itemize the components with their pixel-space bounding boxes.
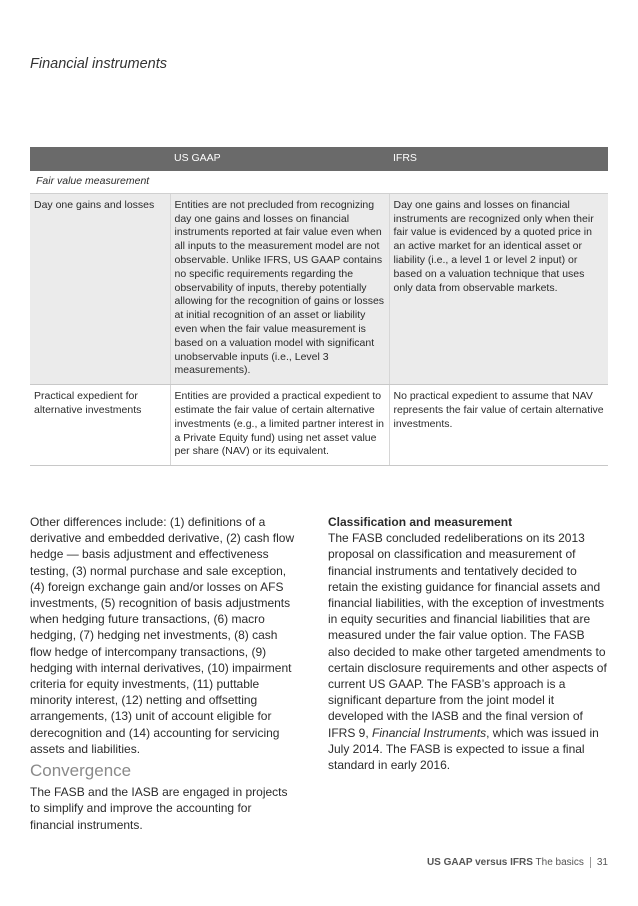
ifrs9-title: Financial Instruments	[372, 725, 487, 740]
section-title: Financial instruments	[30, 56, 167, 72]
comparison-table	[30, 147, 608, 466]
footer-divider	[590, 857, 591, 868]
row-ifrs: No practical expedient to assume that NAV represents the fair value of certain alternative investments.	[389, 385, 608, 466]
left-column	[30, 514, 296, 833]
page-footer	[427, 857, 608, 868]
row-topic: Practical expedient for alternative investments	[30, 385, 170, 466]
classification-text-1: The FASB concluded redeliberations on its 2013 proposal on classification and measurement of financial instruments and tentatively decided to retain the existing guidance for financial assets and financial liabilities, with the exception of investments in equity securities and financial liabilities that are measured under the fair value option. The FASB also decided to make other targeted amendments to certain disclosure requirements and other aspects of current US GAAP. The FASB’s approach is a significant departure from the joint model it developed with the IASB and the final version of IFRS 9,	[328, 531, 607, 740]
table-row	[30, 385, 608, 466]
header-us-gaap: US GAAP	[170, 147, 389, 171]
header-ifrs: IFRS	[389, 147, 608, 171]
row-topic: Day one gains and losses	[30, 193, 170, 384]
right-column	[328, 514, 608, 773]
row-us-gaap: Entities are not precluded from recognizing day one gains and losses on financial instruments reported at fair value even when all inputs to the measurement model are not observable. Unlike IFRS, US GAAP contains no specific requirements regarding the observability of inputs, thereby potentially allowing for the recognition of gains or losses at initial recognition of an asset or liability even when the fair value measurement is based on a valuation model with significant unobservable inputs (i.e., Level 3 measurements).	[170, 193, 389, 384]
group-label: Fair value measurement	[30, 171, 170, 193]
convergence-heading: Convergence	[30, 761, 132, 781]
page-number: 31	[596, 857, 608, 869]
footer-publication: US GAAP versus IFRS	[426, 857, 533, 869]
row-us-gaap: Entities are provided a practical expedient to estimate the fair value of certain alternative investments (e.g., a limited partner interest in a Private Equity fund) using net asset value per share (NAV) or its equivalent.	[170, 385, 389, 466]
classification-text-2: , which was issued in July 2014. The FASB is expected to issue a final standard in early 2016.	[328, 725, 599, 773]
table-row	[30, 193, 608, 384]
header-topic	[30, 147, 170, 171]
convergence-paragraph: The FASB and the IASB are engaged in projects to simplify and improve the accounting for financial instruments.	[30, 785, 288, 832]
group-row	[30, 171, 608, 193]
footer-subtitle: The basics	[532, 857, 584, 869]
classification-paragraph	[328, 530, 608, 773]
classification-heading: Classification and measurement	[328, 515, 513, 529]
table-header-row	[30, 147, 608, 171]
row-ifrs: Day one gains and losses on financial instruments are recognized only when their fair value is evidenced by a quoted price in an active market for an identical asset or liability (i.e., a level 1 or level 2 input) or based on a valuation technique that uses only data from observable markets.	[389, 193, 608, 384]
other-differences-paragraph: Other differences include: (1) definitions of a derivative and embedded derivative, (2) cash flow hedge — basis adjustment and effectiveness testing, (3) normal purchase and sale exception, (4) foreign exchange gain and/or losses on AFS investments, (5) recognition of basis adjustments when hedging future transactions, (6) macro hedging, (7) hedging net investments, (8) cash flow hedge of intercompany transactions, (9) hedging with internal derivatives, (10) impairment criteria for equity investments, (11) puttable minority interest, (12) netting and offsetting arrangements, (13) unit of account eligible for derecognition and (14) accounting for servicing assets and liabilities.	[30, 515, 295, 756]
